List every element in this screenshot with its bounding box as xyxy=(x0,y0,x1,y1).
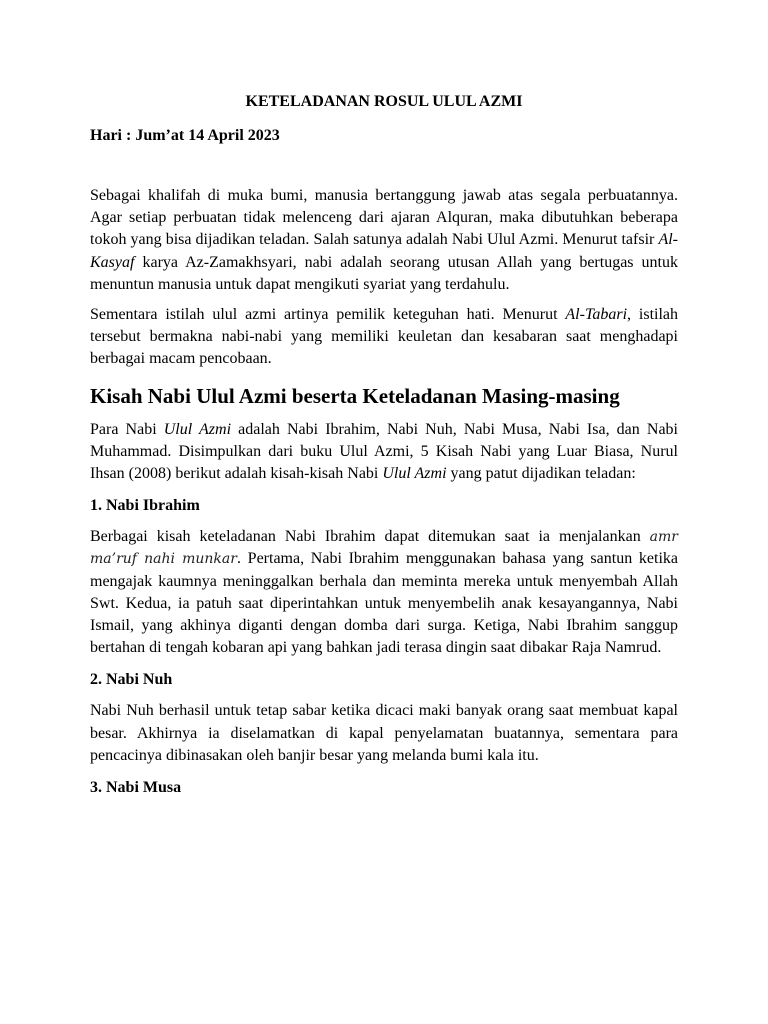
section-heading: Kisah Nabi Ulul Azmi beserta Keteladanan Masing-masing xyxy=(90,383,620,408)
ibrahim-paragraph: Berbagai kisah keteladanan Nabi Ibrahim dapat ditemukan saat ia menjalankan amr ma’ruf nahi munkar. Pertama, Nabi Ibrahim menggunakan bahasa yang santun ketika mengajak kaumnya meninggalkan berhala dan meminta mereka untuk menyembah Allah Swt. Kedua, ia patuh saat diperintahkan untuk menyembelih anak kesayangannya, Nabi Ismail, yang akhinya diganti dengan domba dari surga. Ketiga, Nabi Ibrahim sanggup bertahan di tengah kobaran api yang bahkan jadi terasa dingin saat dibakar Raja Namrud. xyxy=(90,528,679,657)
document-title: KETELADANAN ROSUL ULUL AZMI xyxy=(245,93,523,110)
section-paragraph: Para Nabi Ulul Azmi adalah Nabi Ibrahim, Nabi Nuh, Nabi Musa, Nabi Isa, dan Nabi Muhammad. Disimpulkan dari buku Ulul Azmi, 5 Kisah Nabi yang Luar Biasa, Nurul Ihsan (2008) berikut adalah kisah-kisah Nabi Ulul Azmi yang patut dijadikan teladan: xyxy=(90,420,678,483)
document-page xyxy=(90,90,678,808)
nuh-heading: 2. Nabi Nuh xyxy=(90,671,173,689)
intro-paragraph-1: Sebagai khalifah di muka bumi, manusia bertanggung jawab atas segala perbuatannya. Agar setiap perbuatan tidak melenceng dari ajaran Alquran, maka dibutuhkan beberapa tokoh yang bisa dijadikan teladan. Salah satunya adalah Nabi Ulul Azmi. Menurut tafsir Al-Kasyaf karya Az-Zamakhsyari, nabi adalah seorang utusan Allah yang bertugas untuk menuntun manusia untuk dapat mengikuti syariat yang terdahulu. xyxy=(90,187,678,293)
ibrahim-heading: 1. Nabi Ibrahim xyxy=(90,497,200,515)
nuh-paragraph: Nabi Nuh berhasil untuk tetap sabar ketika dicaci maki banyak orang saat membuat kapal besar. Akhirnya ia diselamatkan di kapal penyelamatan buatannya, sementara para pencacinya dibinasakan oleh banjir besar yang melanda bumi kala itu. xyxy=(90,702,678,764)
intro-paragraph-2: Sementara istilah ulul azmi artinya pemilik keteguhan hati. Menurut Al-Tabari, istilah tersebut bermakna nabi-nabi yang memiliki keuletan dan kesabaran saat menghadapi berbagai macam pencobaan. xyxy=(90,306,679,368)
musa-heading: 3. Nabi Musa xyxy=(90,779,182,797)
date-line: Hari : Jum’at 14 April 2023 xyxy=(90,127,280,144)
